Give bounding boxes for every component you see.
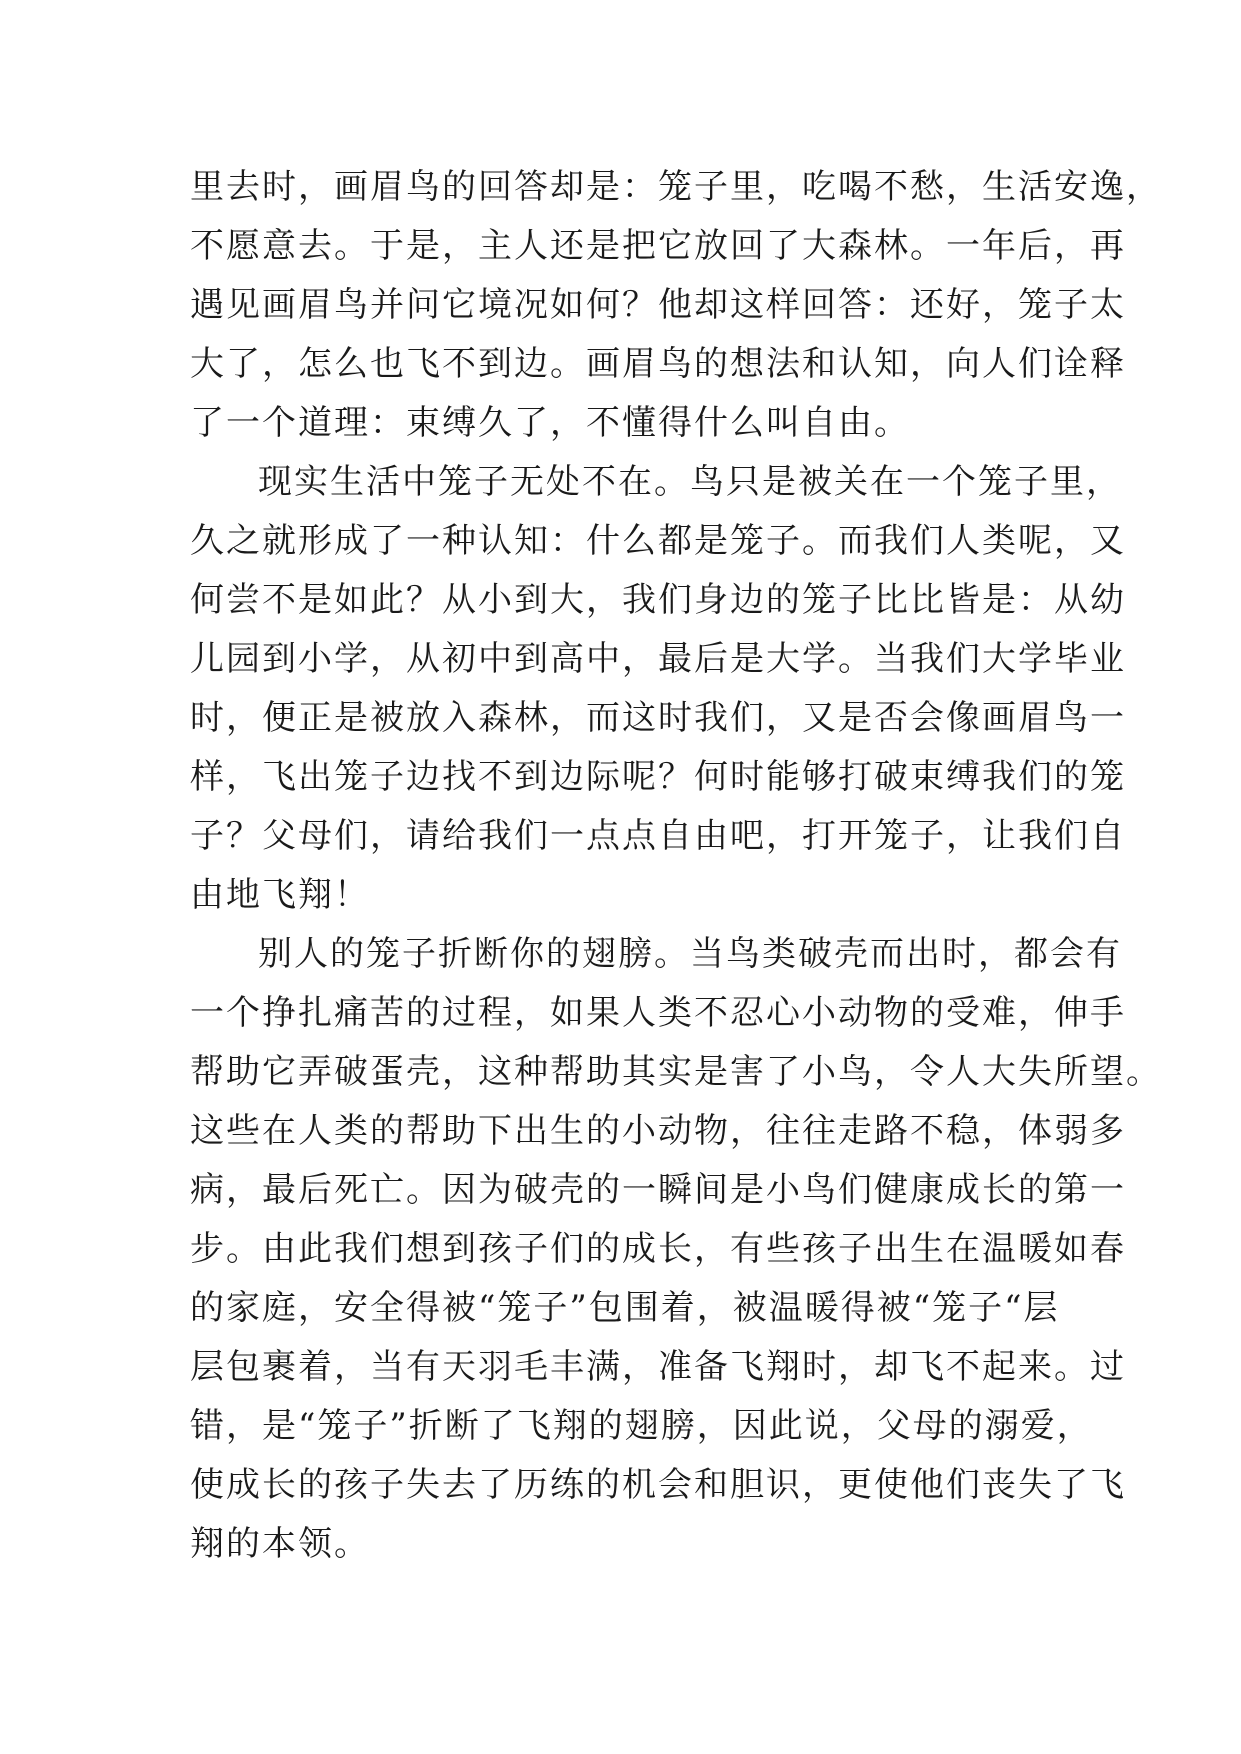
text-line: 久之就形成了一种认知：什么都是笼子。而我们人类呢，又 xyxy=(190,521,1126,561)
text-line: 一个挣扎痛苦的过程，如果人类不忍心小动物的受难，伸手 xyxy=(190,993,1126,1033)
text-line: 别人的笼子折断你的翅膀。当鸟类破壳而出时，都会有 xyxy=(258,934,1122,974)
text-line: 层包裹着，当有天羽毛丰满，准备飞翔时，却飞不起来。过 xyxy=(190,1347,1126,1387)
text-line: 时，便正是被放入森林，而这时我们，又是否会像画眉鸟一 xyxy=(190,698,1126,738)
paragraph-2 xyxy=(190,453,1126,925)
text-line: 翔的本领。 xyxy=(190,1524,370,1564)
text-line: 这些在人类的帮助下出生的小动物，往往走路不稳，体弱多 xyxy=(190,1111,1126,1151)
text-line: 错，是“笼子”折断了飞翔的翅膀，因此说，父母的溺爱， xyxy=(190,1406,1093,1446)
paragraph-1 xyxy=(190,158,1162,453)
text-line: 现实生活中笼子无处不在。鸟只是被关在一个笼子里， xyxy=(258,462,1122,502)
text-line: 何尝不是如此？从小到大，我们身边的笼子比比皆是：从幼 xyxy=(190,580,1126,620)
text-line: 样，飞出笼子边找不到边际呢？何时能够打破束缚我们的笼 xyxy=(190,757,1126,797)
text-line: 的家庭，安全得被“笼子”包围着，被温暖得被“笼子“层 xyxy=(190,1288,1060,1328)
text-line: 子？父母们，请给我们一点点自由吧，打开笼子，让我们自 xyxy=(190,816,1126,856)
text-line: 里去时，画眉鸟的回答却是：笼子里，吃喝不愁，生活安逸， xyxy=(190,167,1162,207)
text-line: 了一个道理：束缚久了，不懂得什么叫自由。 xyxy=(190,403,910,443)
text-line: 大了，怎么也飞不到边。画眉鸟的想法和认知，向人们诠释 xyxy=(190,344,1126,384)
text-line: 病，最后死亡。因为破壳的一瞬间是小鸟们健康成长的第一 xyxy=(190,1170,1126,1210)
paragraph-3 xyxy=(190,925,1162,1574)
text-line: 遇见画眉鸟并问它境况如何？他却这样回答：还好，笼子太 xyxy=(190,285,1126,325)
text-line: 使成长的孩子失去了历练的机会和胆识，更使他们丧失了飞 xyxy=(190,1465,1126,1505)
text-line: 步。由此我们想到孩子们的成长，有些孩子出生在温暖如春 xyxy=(190,1229,1126,1269)
document-body xyxy=(190,158,1162,1574)
text-line: 帮助它弄破蛋壳，这种帮助其实是害了小鸟，令人大失所望。 xyxy=(190,1052,1162,1092)
text-line: 儿园到小学，从初中到高中，最后是大学。当我们大学毕业 xyxy=(190,639,1126,679)
text-line: 由地飞翔！ xyxy=(190,875,370,915)
text-line: 不愿意去。于是，主人还是把它放回了大森林。一年后，再 xyxy=(190,226,1126,266)
